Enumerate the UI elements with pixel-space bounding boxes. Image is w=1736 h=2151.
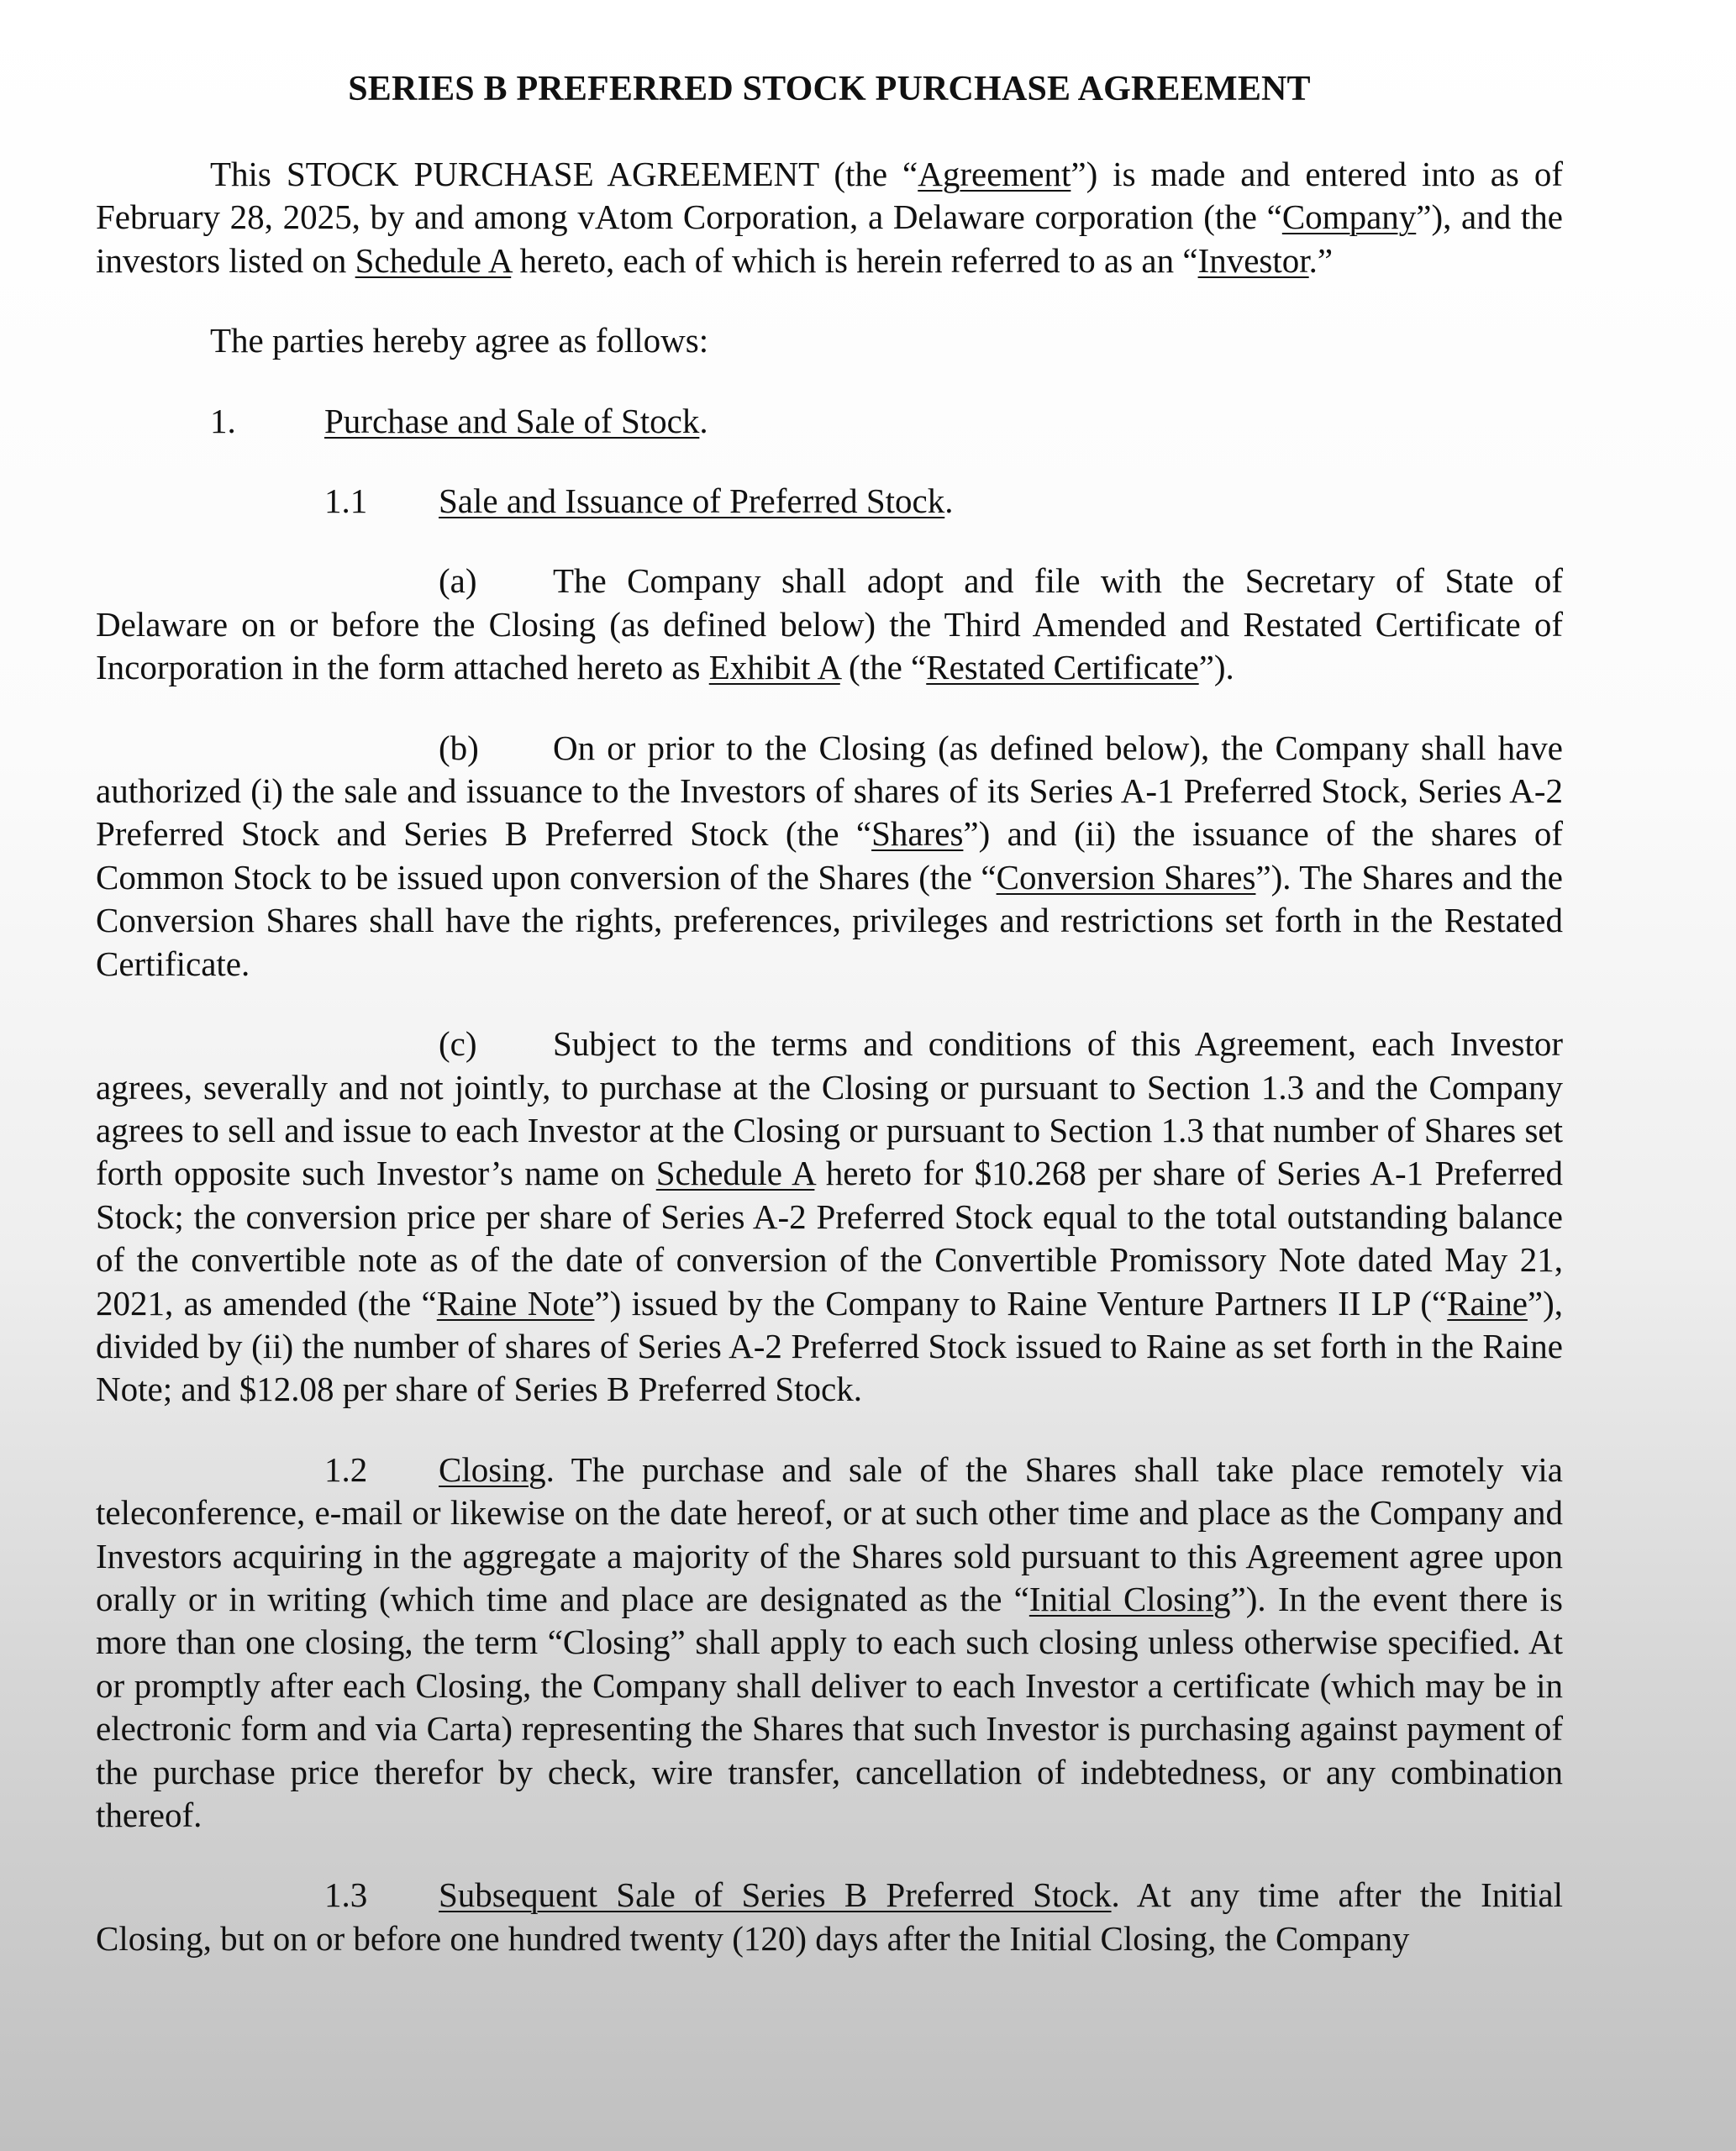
- intro-text: .”: [1308, 240, 1334, 280]
- document-page: [96, 67, 1563, 1997]
- defined-term-raine-note: Raine Note: [436, 1283, 595, 1323]
- defined-term-company: Company: [1281, 197, 1417, 237]
- section-1-2: [96, 1449, 1563, 1838]
- document-title: SERIES B PREFERRED STOCK PURCHASE AGREEMENT: [348, 70, 1311, 108]
- defined-term-agreement: Agreement: [918, 155, 1071, 193]
- intro-text: hereto, each of which is herein referred to as an “: [511, 240, 1198, 280]
- subsection-text: hereto for $10.268 per share of Series A-1 Preferred Stock; the conversion price per share of Series A-2 Preferred Stock equal to the total outstanding balance of the convertible note as of the date of conversion of the Convertible Promissory Note dated May 21, 2021, as amended (the “: [96, 1154, 1564, 1323]
- section-title: Sale and Issuance of Preferred Stock: [439, 481, 945, 521]
- subsection-text: ”) and (ii) the issuance of the shares of Common Stock to be issued upon conversion of the Shares (the “: [96, 814, 1563, 897]
- subsection-text: (the “: [839, 648, 927, 687]
- subsection-text: ”). The Shares and the Conversion Shares shall have the rights, preferences, privileges and restrictions set forth in the Restated Certificate.: [96, 857, 1563, 983]
- subsection-number: (a): [439, 561, 477, 601]
- section-number: 1.: [210, 401, 236, 440]
- subsection-number: (b): [439, 728, 479, 767]
- intro-text: ”), and the investors listed on: [96, 197, 1563, 280]
- subsection-text: ”), divided by (ii) the number of shares of Series A-2 Preferred Stock issued to Raine as set forth in the Raine Note; and $12.08 per share of Series B Preferred Stock.: [96, 1283, 1564, 1409]
- subsection-b: [96, 727, 1563, 986]
- exhibit-a-reference: Exhibit A: [708, 648, 840, 687]
- intro-text: ”) is made and entered into as of February 28, 2025, by and among vAtom Corporation, a Delaware corporation (the “: [96, 155, 1563, 237]
- schedule-a-reference: Schedule A: [655, 1154, 815, 1193]
- defined-term-raine: Raine: [1447, 1283, 1528, 1323]
- defined-term-investor: Investor: [1197, 240, 1309, 280]
- section-number: 1.2: [324, 1449, 368, 1489]
- section-text: ”). In the event there is more than one closing, the term “Closing” shall apply to each such closing unless otherwise specified. At or promptly after each Closing, the Company shall deliver to each Investor a certificate (which may be in electronic form and via Carta) representing the Shares that such Investor is purchasing against payment of the purchase price therefor by check, wire transfer, cancellation of indebtedness, or any combination thereof.: [96, 1579, 1564, 1834]
- section-text: . The purchase and sale of the Shares shall take place remotely via teleconference, e-mail or likewise on the date hereof, or at such other time and place as the Company and Investors acquiring in the aggregate a majority of the Shares sold pursuant to this Agreement agree upon orally or in writing (which time and place are designated as the “: [96, 1449, 1563, 1618]
- section-1-heading: [96, 400, 1563, 443]
- parties-statement: The parties hereby agree as follows:: [210, 321, 709, 360]
- section-punctuation: .: [699, 401, 708, 440]
- subsection-text: On or prior to the Closing (as defined below), the Company shall have authorized (i) the sale and issuance to the Investors of shares of its Series A-1 Preferred Stock, Series A-2 Preferred Stock and Series B Preferred Stock (the “: [96, 728, 1563, 854]
- intro-text: This STOCK PURCHASE AGREEMENT (the “: [210, 155, 918, 193]
- section-title: Purchase and Sale of Stock: [324, 401, 700, 440]
- section-title: Closing: [439, 1449, 546, 1489]
- schedule-a-reference: Schedule A: [355, 240, 512, 280]
- section-title: Subsequent Sale of Series B Preferred Stock: [439, 1875, 1112, 1915]
- defined-term-shares: Shares: [871, 814, 964, 854]
- subsection-a: [96, 560, 1563, 689]
- subsection-text: Subject to the terms and conditions of this Agreement, each Investor agrees, severally and not jointly, to purchase at the Closing or pursuant to Section 1.3 and the Company agrees to sell and issue to each Investor at the Closing or pursuant to Section 1.3 that number of Shares set forth opposite such Investor’s name on: [96, 1024, 1563, 1193]
- subsection-text: The Company shall adopt and file with the Secretary of State of Delaware on or before the Closing (as defined below) the Third Amended and Restated Certificate of Incorporation in the form attached hereto as: [96, 561, 1563, 687]
- subsection-text: ”).: [1198, 648, 1234, 687]
- section-number: 1.1: [324, 481, 368, 521]
- subsection-text: ”) issued by the Company to Raine Venture Partners II LP (“: [594, 1283, 1448, 1323]
- intro-paragraph: [96, 153, 1563, 282]
- subsection-c: [96, 1023, 1563, 1412]
- section-1-3: [96, 1874, 1563, 1960]
- defined-term-conversion-shares: Conversion Shares: [996, 857, 1256, 897]
- defined-term-restated-certificate: Restated Certificate: [926, 648, 1199, 687]
- section-text: . At any time after the Initial Closing, but on or before one hundred twenty (120) days after the Initial Closing, the Company: [96, 1875, 1564, 1958]
- defined-term-initial-closing: Initial Closing: [1028, 1579, 1231, 1618]
- subsection-number: (c): [439, 1024, 477, 1064]
- section-1-1-heading: [96, 480, 1563, 523]
- section-punctuation: .: [944, 481, 954, 521]
- section-number: 1.3: [324, 1875, 368, 1915]
